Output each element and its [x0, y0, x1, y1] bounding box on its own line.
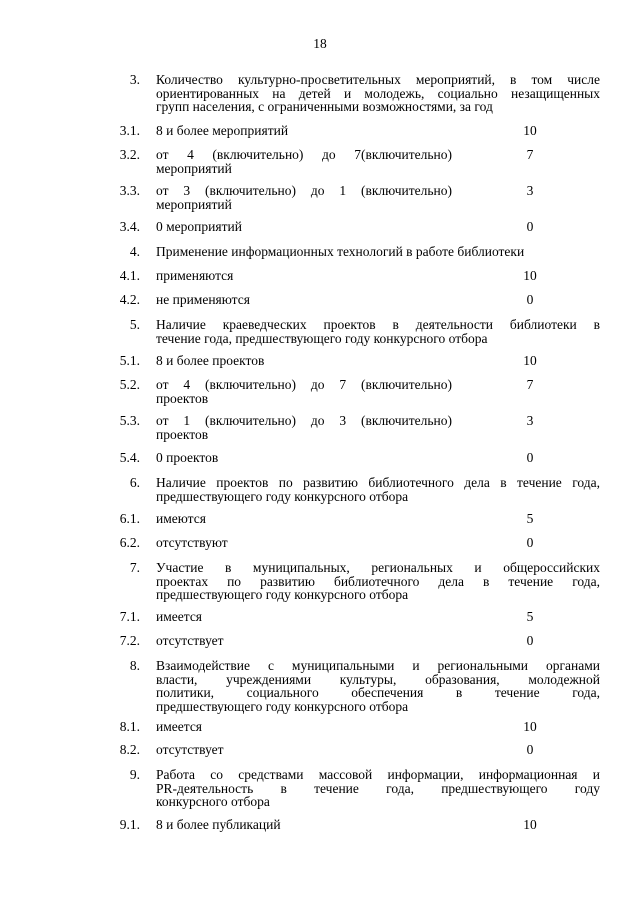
score-value: 10	[523, 719, 537, 734]
item-text	[156, 414, 452, 441]
item-text	[156, 476, 600, 503]
item-number: 9.	[129, 767, 140, 782]
text-line: мероприятий	[156, 196, 232, 212]
item-number: 7.2.	[119, 633, 140, 648]
text-line: мероприятий	[156, 160, 232, 176]
item-text	[156, 184, 452, 211]
text-line: Участие в муниципальных, региональных и общероссийских	[156, 560, 600, 575]
score-value: 5	[526, 511, 534, 526]
text-line: отсутствуют	[156, 535, 228, 550]
text-line: от 3 (включительно) до 1 (включительно)	[156, 183, 452, 198]
text-line: имеется	[156, 609, 203, 624]
text-line: ориентированных на детей и молодежь, социально незащищенных	[156, 85, 600, 101]
text-line: течение года, предшествующего году конкурсного отбора	[156, 330, 488, 346]
item-number: 4.1.	[119, 268, 140, 283]
page-number: 18	[313, 36, 327, 51]
item-number: 8.1.	[119, 719, 140, 734]
score-value: 10	[523, 353, 537, 368]
score-value: 10	[523, 817, 537, 832]
text-line: проектах по развитию библиотечного дела в течение года,	[156, 573, 600, 589]
text-line: 8 и более публикаций	[156, 817, 281, 832]
text-line: Применение информационных технологий в работе библиотеки	[156, 244, 525, 259]
item-number: 8.2.	[119, 742, 140, 757]
item-number: 6.2.	[119, 535, 140, 550]
text-line: конкурсного отбора	[156, 794, 270, 809]
score-value: 5	[526, 609, 534, 624]
text-line: от 4 (включительно) до 7(включительно)	[156, 147, 452, 162]
item-number: 5.2.	[119, 377, 140, 392]
score-value: 0	[526, 292, 534, 307]
score-value: 3	[526, 183, 534, 198]
text-line: PR-деятельность в течение года, предшествующего году	[156, 780, 600, 796]
text-line: предшествующего году конкурсного отбора	[156, 488, 409, 504]
item-text	[156, 768, 600, 809]
text-line: проектов	[156, 390, 209, 406]
text-line: от 1 (включительно) до 3 (включительно)	[156, 413, 452, 428]
item-number: 4.2.	[119, 292, 140, 307]
score-value: 10	[523, 123, 537, 138]
text-line: применяются	[156, 268, 234, 283]
item-text	[156, 245, 600, 259]
text-line: групп населения, с ограниченными возможностями, за год	[156, 99, 493, 114]
text-line: 8 и более мероприятий	[156, 123, 289, 138]
item-number: 7.1.	[119, 609, 140, 624]
text-line: проектов	[156, 426, 209, 442]
score-value: 0	[526, 219, 534, 234]
score-value: 0	[526, 742, 534, 757]
text-line: 8 и более проектов	[156, 353, 265, 368]
item-number: 8.	[129, 658, 140, 673]
text-line: Наличие проектов по развитию библиотечного дела в течение года,	[156, 475, 600, 490]
item-text	[156, 659, 600, 713]
item-number: 5.	[129, 317, 140, 332]
text-line: предшествующего году конкурсного отбора	[156, 698, 409, 714]
text-line: от 4 (включительно) до 7 (включительно)	[156, 377, 452, 392]
item-number: 6.1.	[119, 511, 140, 526]
text-line: Работа со средствами массовой информации, информационная и	[156, 767, 600, 782]
text-line: политики, социального обеспечения в течение года,	[156, 685, 600, 700]
score-value: 0	[526, 450, 534, 465]
item-number: 9.1.	[119, 817, 140, 832]
item-text	[156, 561, 600, 602]
item-number: 3.2.	[119, 147, 140, 162]
item-number: 5.3.	[119, 413, 140, 428]
item-number: 7.	[129, 560, 140, 575]
text-line: предшествующего году конкурсного отбора	[156, 587, 409, 602]
item-number: 3.1.	[119, 123, 140, 138]
item-text	[156, 73, 600, 114]
score-value: 3	[526, 413, 534, 428]
text-line: 0 мероприятий	[156, 219, 242, 234]
score-value: 0	[526, 535, 534, 550]
text-line: 0 проектов	[156, 450, 219, 465]
item-text	[156, 378, 452, 405]
item-number: 5.1.	[119, 353, 140, 368]
score-value: 0	[526, 633, 534, 648]
item-text	[156, 318, 600, 345]
item-number: 5.4.	[119, 450, 140, 465]
text-line: Взаимодействие с муниципальными и региональными органами	[156, 658, 600, 673]
text-line: имеются	[156, 511, 206, 526]
item-text	[156, 148, 452, 175]
text-line: власти, учреждениями культуры, образования, молодежной	[156, 671, 600, 687]
score-value: 7	[526, 377, 534, 392]
text-line: отсутствует	[156, 633, 224, 648]
text-line: имеется	[156, 719, 203, 734]
item-number: 3.	[129, 72, 140, 87]
item-number: 3.4.	[119, 219, 140, 234]
text-line: не применяются	[156, 292, 250, 307]
text-line: Количество культурно-просветительных мероприятий, в том числе	[156, 72, 600, 87]
item-number: 3.3.	[119, 183, 140, 198]
text-line: Наличие краеведческих проектов в деятельности библиотеки в	[156, 317, 600, 332]
text-line: отсутствует	[156, 742, 224, 757]
score-value: 10	[523, 268, 537, 283]
item-number: 4.	[129, 244, 140, 259]
score-value: 7	[526, 147, 534, 162]
item-number: 6.	[129, 475, 140, 490]
